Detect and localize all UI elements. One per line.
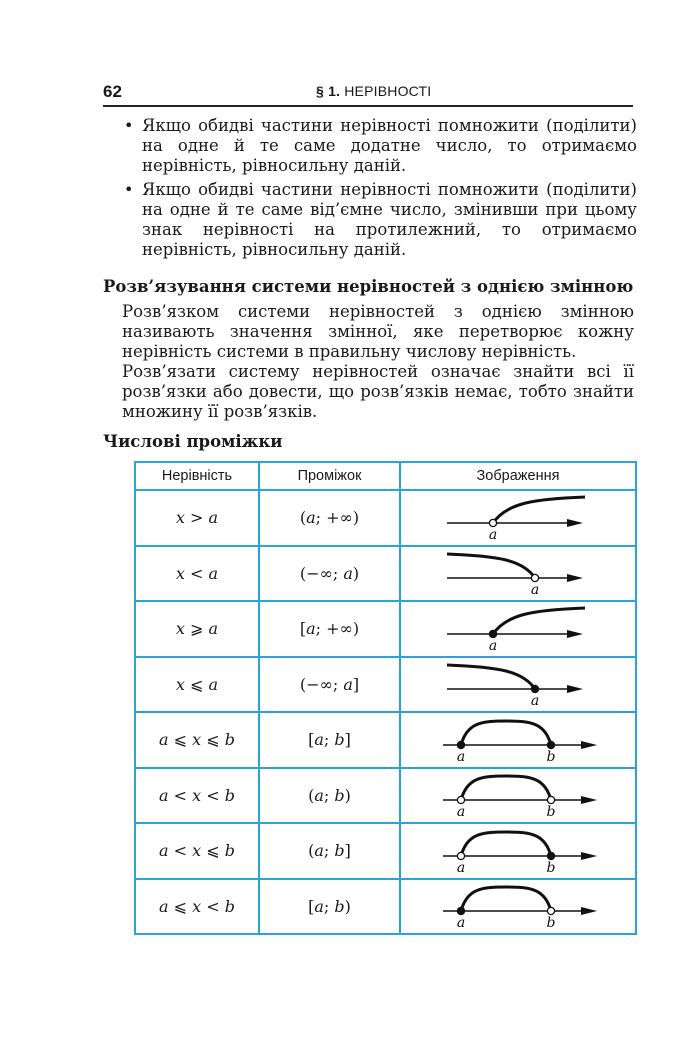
closed-point [457,908,464,915]
header-rule [103,105,633,107]
point-label: a [456,804,466,821]
solution-ray [447,665,535,689]
number-line-diagram [437,715,599,765]
closed-point [489,630,496,637]
number-line-diagram [437,604,599,654]
solution-arc [461,721,551,745]
inequality-cell: x ⩽ a [135,657,259,713]
number-line-cell [400,768,636,824]
point-label: a [456,859,466,876]
table-header-row [135,462,636,490]
definition-paragraph: Розв’язком системи нерівностей з однією змінною називають значення змінної, яке перетворює кожну нерівність системи в правильну числову нерівність. [122,302,634,361]
inequality-cell: a < x < b [135,768,259,824]
point-label: b [546,915,556,932]
column-header: Нерівність [135,462,259,490]
closed-point [457,741,464,748]
inequality-cell: a < x ⩽ b [135,823,259,879]
section-number: § 1. [316,83,341,99]
axis-arrow-icon [581,907,597,915]
rule-item: • Якщо обидві частини нерівності помножити (поділити) на одне й те саме додатне число, то отримаємо нерівність, рівносильну даній. [122,116,637,176]
intervals-section-title: Числові проміжки [103,432,283,451]
interval-cell: (a; b) [259,768,400,824]
number-line-cell [400,712,636,768]
open-point [457,797,464,804]
open-point [489,519,496,526]
table-row [135,823,636,879]
system-section-title: Розв’язування системи нерівностей з однією змінною [103,277,634,296]
solution-ray [447,554,535,578]
table-row [135,768,636,824]
open-point [547,908,554,915]
solution-arc [461,776,551,800]
interval-cell: [a; +∞) [259,601,400,657]
solution-arc [461,887,551,911]
inequality-cell: a ⩽ x ⩽ b [135,712,259,768]
point-label: b [546,748,556,765]
inequality-cell: x > a [135,490,259,546]
axis-arrow-icon [581,741,597,749]
point-label: a [530,693,540,710]
interval-cell: (a; b] [259,823,400,879]
number-line-cell [400,601,636,657]
axis-arrow-icon [581,796,597,804]
number-line-diagram [437,881,599,931]
inequality-cell: a ⩽ x < b [135,879,259,935]
number-line-diagram [437,659,599,709]
interval-cell: [a; b] [259,712,400,768]
solution-arc [461,832,551,856]
axis-arrow-icon [567,519,583,527]
table-row [135,490,636,546]
rule-item: • Якщо обидві частини нерівності помножити (поділити) на одне й те саме від’ємне число, змінивши при цьому знак нерівності на протилежний, то отримаємо нерівність, рівносильну даній. [122,180,637,260]
table-row [135,657,636,713]
number-line-cell [400,879,636,935]
point-label: a [530,582,540,599]
number-line-diagram [437,548,599,598]
column-header: Проміжок [259,462,400,490]
open-point [457,852,464,859]
open-point [531,575,538,582]
number-line-diagram [437,826,599,876]
point-label: a [488,637,498,654]
point-label: b [546,859,556,876]
number-line-cell [400,490,636,546]
open-point [547,797,554,804]
number-line-diagram [437,493,599,543]
page-number: 62 [103,82,122,101]
point-label: b [546,804,556,821]
number-line-cell [400,823,636,879]
point-label: a [456,748,466,765]
interval-cell: [a; b) [259,879,400,935]
axis-arrow-icon [567,630,583,638]
intervals-table [134,461,637,935]
definition-paragraph: Розв’язати систему нерівностей означає знайти всі її розв’язки або довести, що розв’язків немає, тобто знайти множину її розв’язків. [122,362,634,421]
section-name: НЕРІВНОСТІ [344,83,432,99]
solution-ray [493,497,585,523]
inequality-cell: x ⩾ a [135,601,259,657]
rules-list [122,116,637,264]
axis-arrow-icon [567,574,583,582]
number-line-diagram [437,770,599,820]
page-header [103,80,633,104]
table-row [135,546,636,602]
interval-cell: (−∞; a] [259,657,400,713]
closed-point [547,852,554,859]
inequality-cell: x < a [135,546,259,602]
running-title [316,83,431,99]
solution-ray [493,608,585,634]
table-row [135,712,636,768]
point-label: a [488,526,498,543]
table-row [135,601,636,657]
number-line-cell [400,657,636,713]
axis-arrow-icon [581,852,597,860]
closed-point [547,741,554,748]
closed-point [531,686,538,693]
table-row [135,879,636,935]
number-line-cell [400,546,636,602]
axis-arrow-icon [567,685,583,693]
point-label: a [456,915,466,932]
interval-cell: (a; +∞) [259,490,400,546]
interval-cell: (−∞; a) [259,546,400,602]
column-header: Зображення [400,462,636,490]
